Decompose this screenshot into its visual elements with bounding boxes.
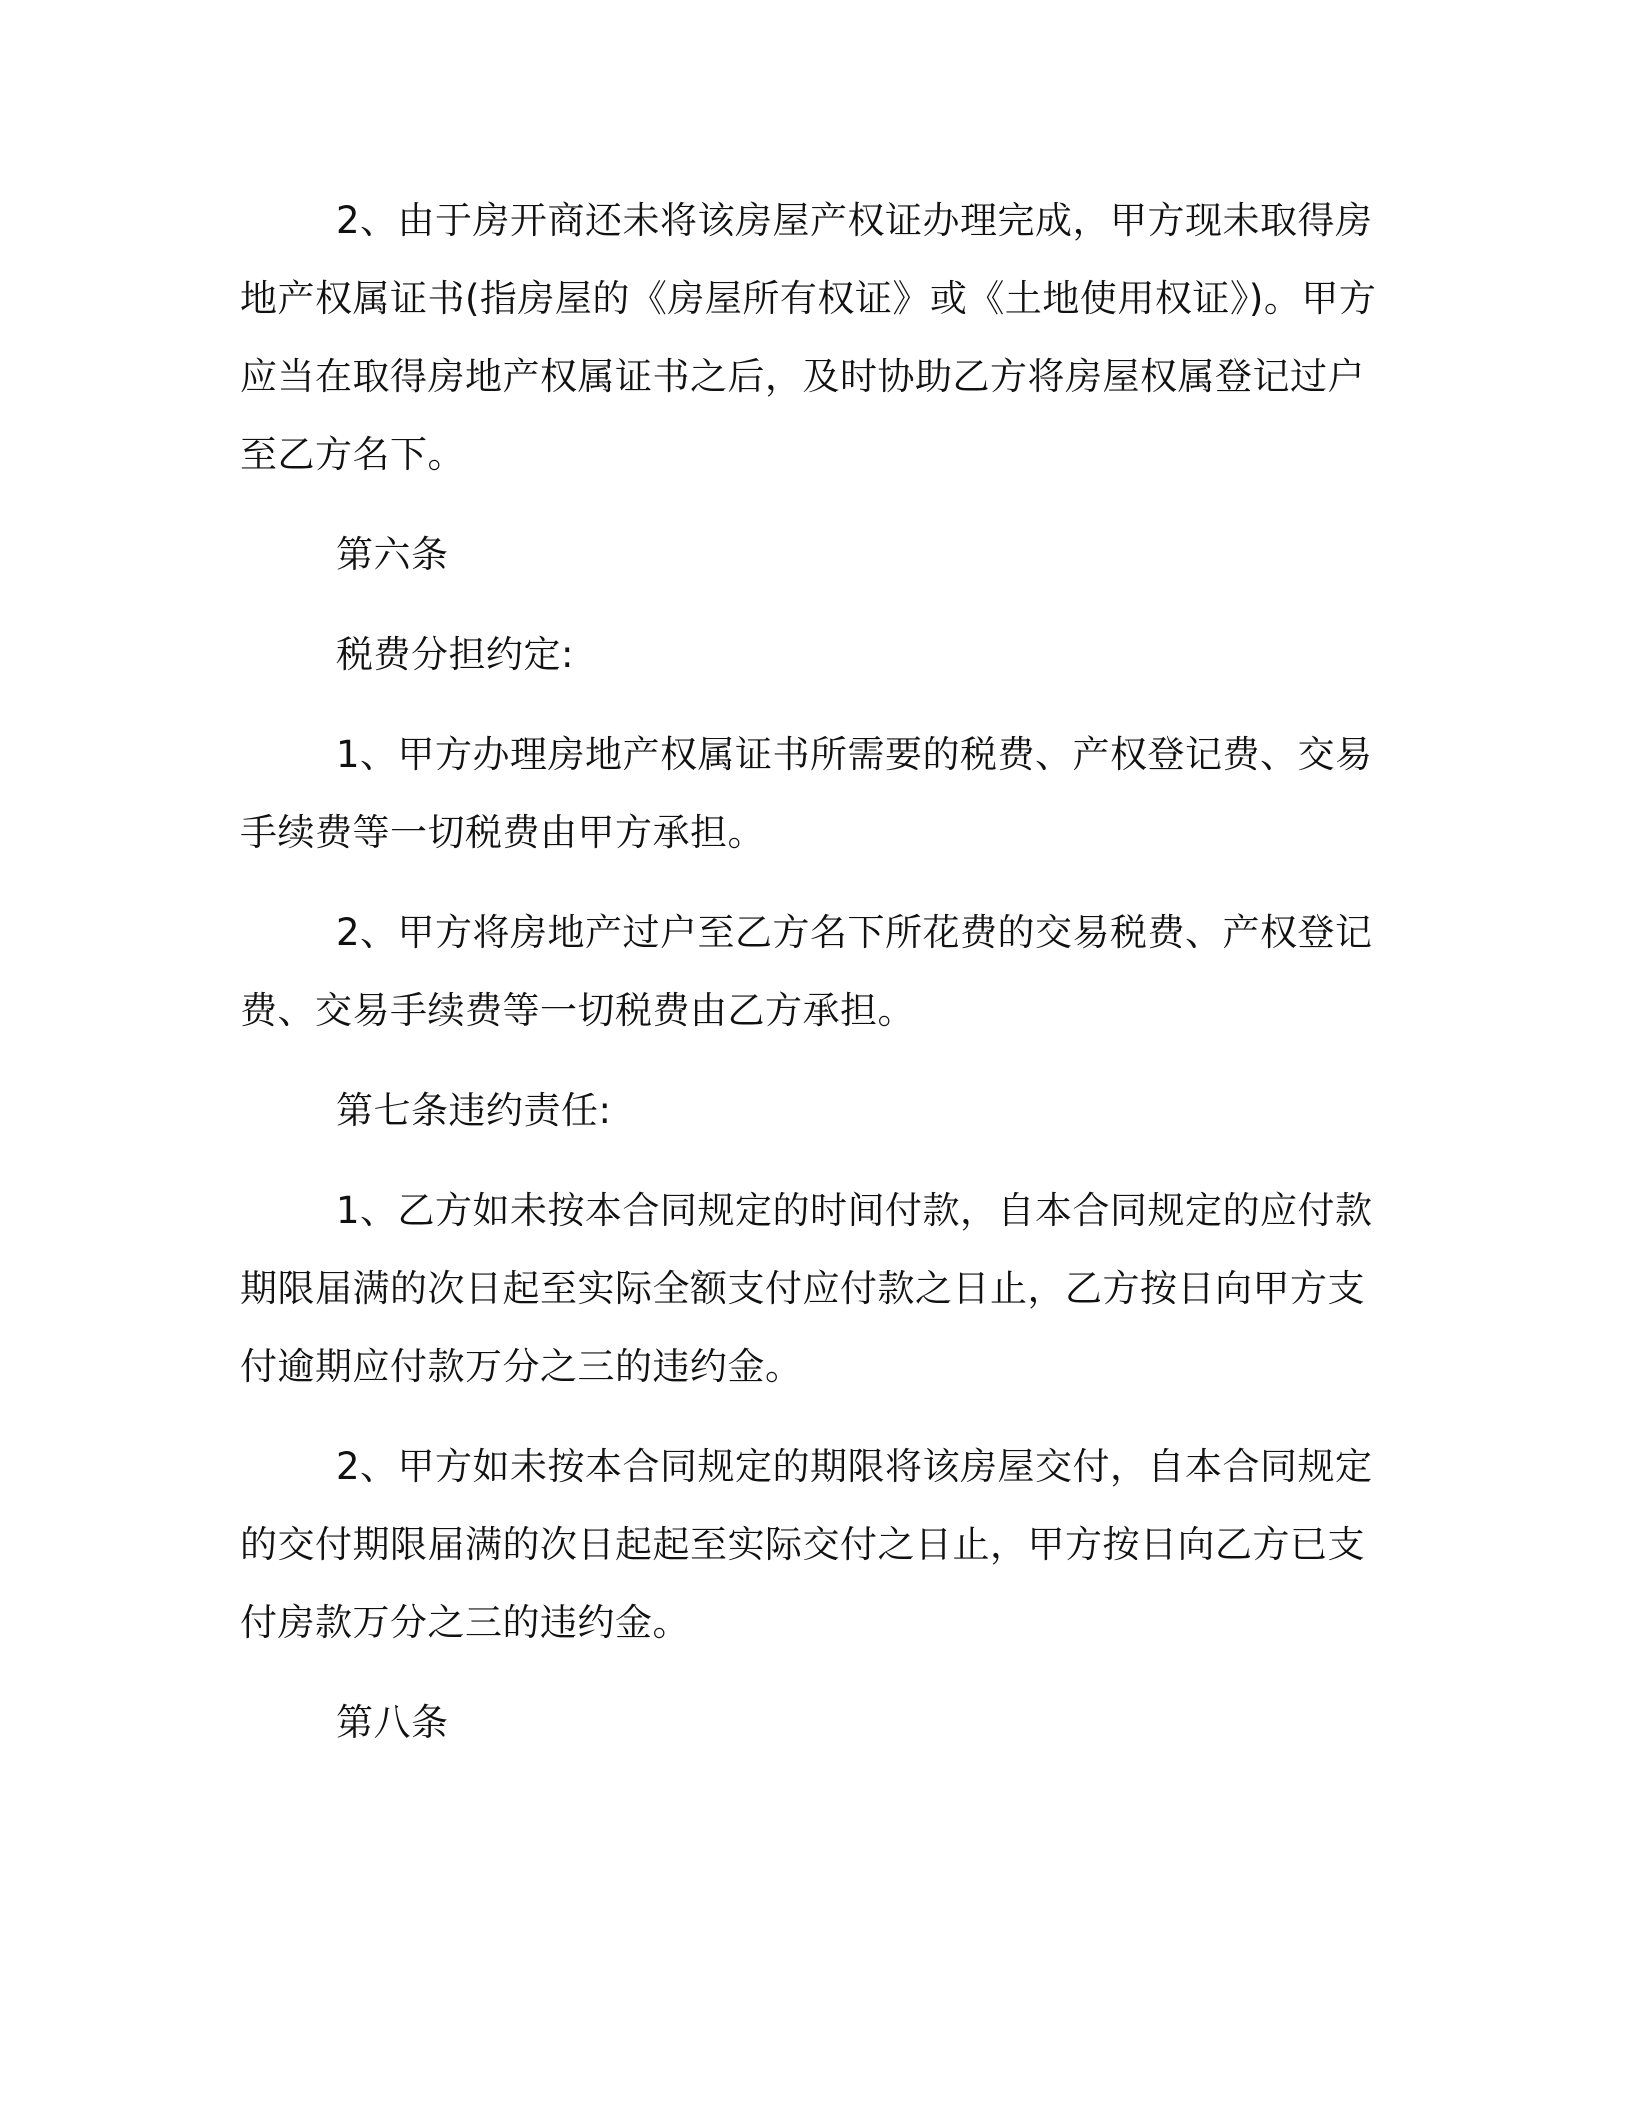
tax-sharing-heading: 税费分担约定:	[336, 633, 574, 676]
paragraph-tax-party-b	[240, 894, 1400, 1050]
text-line: 至乙方名下。	[240, 433, 465, 476]
text-line: 期限届满的次日起至实际全额支付应付款之日止，乙方按日向甲方支	[240, 1267, 1365, 1310]
text-line: 1、甲方办理房地产权属证书所需要的税费、产权登记费、交易	[336, 733, 1373, 776]
text-line: 的交付期限届满的次日起起至实际交付之日止，甲方按日向乙方已支	[240, 1523, 1365, 1566]
paragraph-tax-party-a	[240, 716, 1400, 872]
paragraph-title-transfer	[240, 182, 1400, 494]
text-line: 付逾期应付款万分之三的违约金。	[240, 1345, 803, 1388]
document-body	[240, 182, 1400, 1784]
text-line: 地产权属证书(指房屋的《房屋所有权证》或《土地使用权证》)。甲方	[240, 277, 1377, 320]
article-seven-heading: 第七条违约责任:	[336, 1089, 612, 1132]
article-eight-heading: 第八条	[336, 1701, 449, 1744]
article-six-heading: 第六条	[336, 533, 449, 576]
text-line: 应当在取得房地产权属证书之后，及时协助乙方将房屋权属登记过户	[240, 355, 1365, 398]
text-line: 2、甲方如未按本合同规定的期限将该房屋交付，自本合同规定	[336, 1445, 1373, 1488]
text-line: 1、乙方如未按本合同规定的时间付款，自本合同规定的应付款	[336, 1189, 1373, 1232]
text-line: 2、由于房开商还未将该房屋产权证办理完成，甲方现未取得房	[336, 199, 1373, 242]
text-line: 付房款万分之三的违约金。	[240, 1601, 690, 1644]
text-line: 费、交易手续费等一切税费由乙方承担。	[240, 989, 915, 1032]
text-line: 2、甲方将房地产过户至乙方名下所花费的交易税费、产权登记	[336, 911, 1373, 954]
paragraph-breach-party-b	[240, 1172, 1400, 1406]
paragraph-breach-party-a	[240, 1428, 1400, 1662]
text-line: 手续费等一切税费由甲方承担。	[240, 811, 765, 854]
